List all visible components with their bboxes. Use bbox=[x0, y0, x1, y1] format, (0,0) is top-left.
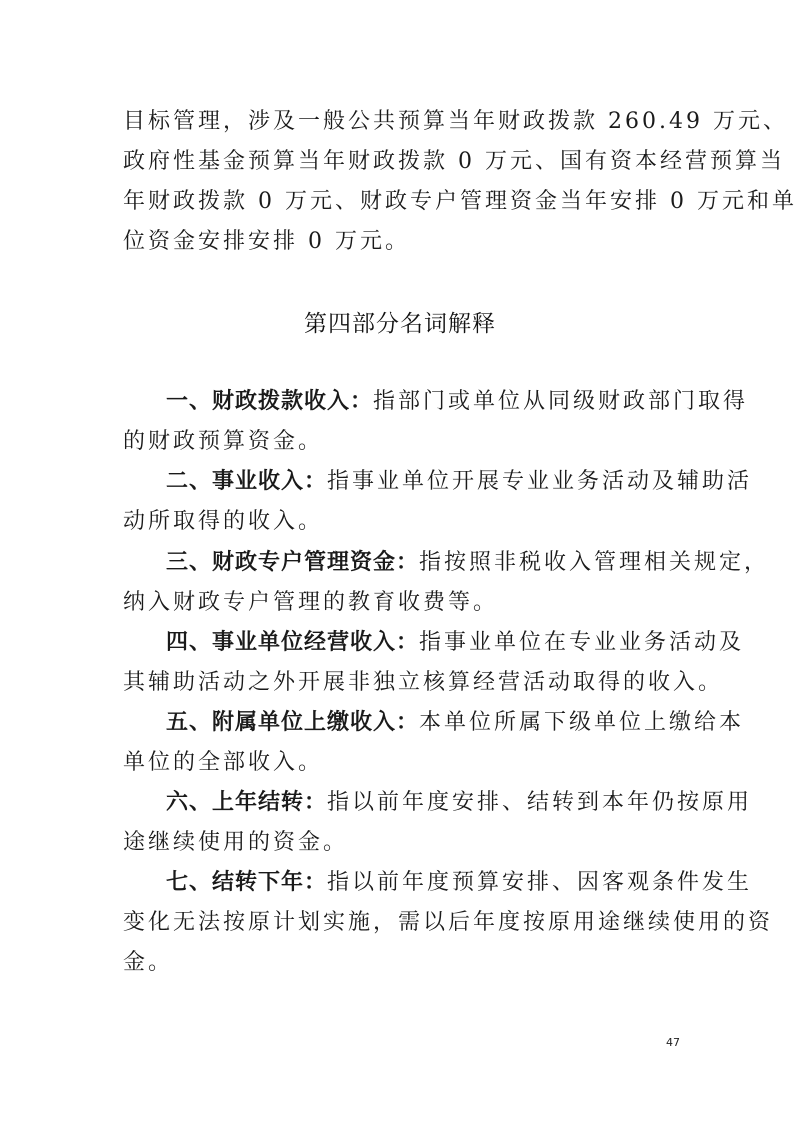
definition-continuation: 途继续使用的资金。 bbox=[123, 830, 349, 855]
definition-3 bbox=[166, 548, 770, 578]
definition-text: 本单位所属下级单位上缴给本 bbox=[419, 710, 745, 735]
definition-text: 指事业单位开展专业业务活动及辅助活 bbox=[327, 469, 753, 494]
definition-continuation: 金。 bbox=[123, 950, 174, 975]
definition-term: 五、附属单位上缴收入： bbox=[166, 710, 420, 735]
definition-continuation: 单位的全部收入。 bbox=[123, 750, 324, 775]
definition-continuation: 动所取得的收入。 bbox=[123, 509, 324, 534]
section-title: 第四部分名词解释 bbox=[304, 311, 496, 337]
definition-term: 三、财政专户管理资金： bbox=[166, 550, 420, 575]
definition-text: 指以前年度安排、结转到本年仍按原用 bbox=[327, 790, 753, 815]
definition-term: 四、事业单位经营收入： bbox=[166, 630, 420, 655]
definition-2 bbox=[166, 467, 753, 497]
definition-1 bbox=[166, 387, 749, 417]
definition-continuation: 的财政预算资金。 bbox=[123, 429, 324, 454]
definition-term: 六、上年结转： bbox=[166, 790, 328, 815]
definition-text: 指以前年度预算安排、因客观条件发生 bbox=[327, 870, 753, 895]
definition-4 bbox=[166, 628, 745, 658]
intro-line: 政府性基金预算当年财政拨款 0 万元、国有资本经营预算当 bbox=[123, 149, 785, 174]
intro-line: 年财政拨款 0 万元、财政专户管理资金当年安排 0 万元和单 bbox=[123, 189, 797, 214]
intro-line: 位资金安排安排 0 万元。 bbox=[123, 229, 410, 254]
definition-7 bbox=[166, 868, 753, 898]
definition-term: 一、财政拨款收入： bbox=[166, 389, 374, 414]
page-number: 47 bbox=[666, 1036, 680, 1049]
definition-continuation: 纳入财政专户管理的教育收费等。 bbox=[123, 590, 499, 615]
definition-text: 指部门或单位从同级财政部门取得 bbox=[373, 389, 749, 414]
definition-continuation: 变化无法按原计划实施，需以后年度按原用途继续使用的资 bbox=[123, 910, 774, 935]
definition-term: 七、结转下年： bbox=[166, 870, 328, 895]
definition-5 bbox=[166, 708, 745, 738]
definition-text: 指按照非税收入管理相关规定， bbox=[419, 550, 770, 575]
definition-6 bbox=[166, 788, 753, 818]
intro-line: 目标管理，涉及一般公共预算当年财政拨款 260.49 万元、 bbox=[123, 109, 788, 134]
definition-continuation: 其辅助活动之外开展非独立核算经营活动取得的收入。 bbox=[123, 670, 724, 695]
definition-term: 二、事业收入： bbox=[166, 469, 328, 494]
definition-text: 指事业单位在专业业务活动及 bbox=[419, 630, 745, 655]
